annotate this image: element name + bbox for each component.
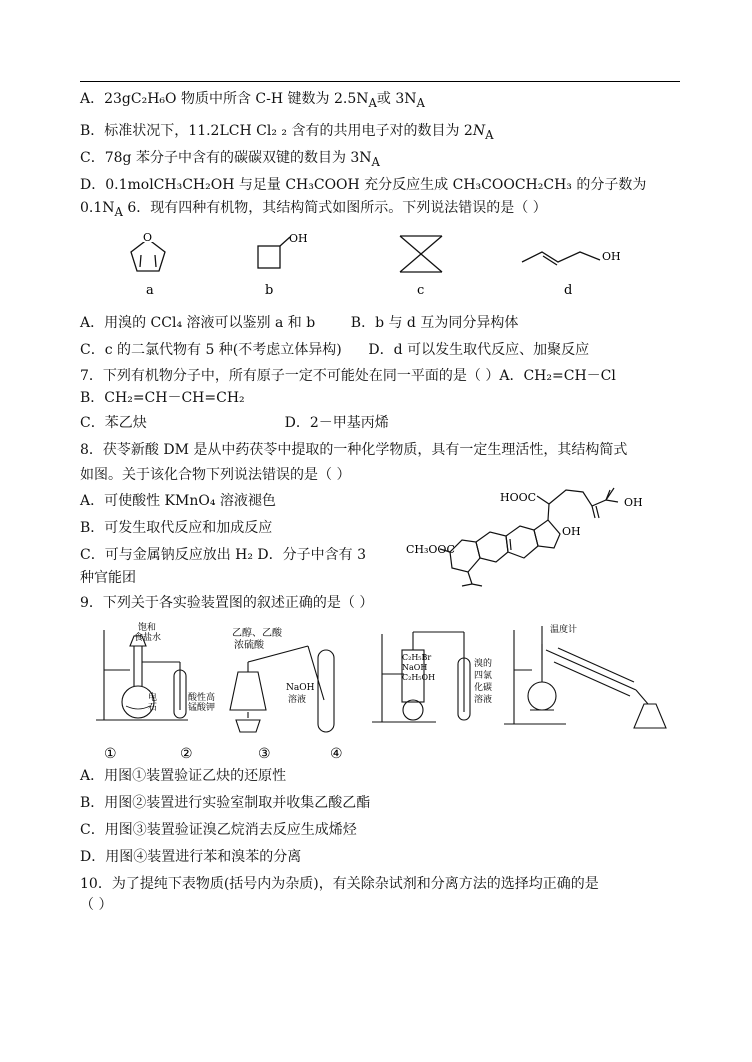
q10-stem-2: （ ） (80, 897, 113, 913)
apparatus-4 (504, 626, 666, 728)
oh-b: OH (289, 232, 308, 245)
q6-options-ab: A．用溴的 CCl₄ 溶液可以鉴别 a 和 b B．b 与 d 互为同分异构体 (80, 315, 519, 331)
q6-options-cd: C．c 的二氯代物有 5 种(不考虑立体异构) D．d 可以发生取代反应、加聚反应 (80, 342, 590, 358)
label-a: a (146, 283, 154, 298)
apparatus-2 (230, 646, 334, 732)
q5-option-b: B．标准状况下，11.2LCH Cl₂ ₂ 含有的共用电子对的数目为 $2N_A$ (80, 123, 494, 142)
a1-label-top: 饱和 (138, 623, 157, 633)
q8-options-cd-2: 种官能团 (80, 570, 136, 586)
q5-option-c: C．78g 苯分子中含有的碳碳双键的数目为 $3N_A$ (80, 150, 380, 169)
dm-oh-top: OH (624, 496, 643, 509)
q9-apparatus-figure (96, 620, 668, 766)
q6-structures-figure (110, 226, 650, 302)
a1-label-tube2: 锰酸钾 (188, 703, 216, 713)
q7-options-cd: C．苯乙炔 D．2－甲基丙烯 (80, 415, 389, 431)
q5-option-a: A．23gC₂H₆O 物质中所含 C-H 键数为 $2.5N_A$或 $3N_A$ (80, 91, 425, 110)
q8-stem-2: 如图。关于该化合物下列说法错误的是（ ） (80, 467, 351, 483)
label-c: c (417, 283, 425, 298)
q9-option-a: A．用图①装置验证乙炔的还原性 (80, 768, 287, 784)
q8-options-cd: C．可与金属钠反应放出 H₂ D．分子中含有 3 (80, 547, 367, 563)
oh-d: OH (602, 250, 621, 263)
q10-stem: 10．为了提纯下表物质(括号内为杂质)，有关除杂试剂和分离方法的选择均正确的是 (80, 876, 599, 892)
a1-label-stone2: 石 (148, 703, 158, 713)
a3-label-s1: 溴的 (474, 659, 493, 669)
a3-label-r3: C₂H₅OH (402, 673, 436, 682)
q8-option-b: B．可发生取代反应和加成反应 (80, 520, 273, 536)
a1-label-tube: 酸性高 (188, 693, 216, 703)
top-rule (80, 81, 680, 82)
a3-label-r2: NaOH (402, 663, 428, 672)
a3-label-s2: 四氯 (474, 671, 493, 681)
structure-d (522, 252, 600, 265)
dm-oh-ring: OH (562, 525, 581, 538)
apparatus-num-2: ② (180, 746, 193, 762)
a3-label-s4: 溶液 (474, 695, 493, 705)
a1-label-top2: 食盐水 (134, 633, 162, 643)
q8-option-a: A．可使酸性 KMnO₄ 溶液褪色 (80, 493, 276, 509)
a2-label-top2: 浓硫酸 (234, 640, 264, 651)
structure-c (400, 236, 442, 272)
a4-label-therm: 温度计 (550, 625, 578, 635)
label-b: b (265, 283, 274, 298)
q9-option-b: B．用图②装置进行实验室制取并收集乙酸乙酯 (80, 795, 371, 811)
q9-stem: 9．下列关于各实验装置图的叙述正确的是（ ） (80, 595, 374, 611)
dm-structure-figure (400, 478, 662, 588)
q5-option-d: D．0.1molCH₃CH₂OH 与足量 CH₃COOH 充分反应生成 CH₃COOCH₂CH₃ 的分子数为 (80, 177, 647, 193)
a2-label-top: 乙醇、乙酸 (232, 628, 282, 639)
q9-option-c: C．用图③装置验证溴乙烷消去反应生成烯烃 (80, 822, 357, 838)
label-d: d (564, 283, 573, 298)
dm-ester: CH₃OOC (406, 543, 455, 556)
a1-label-stone: 电 (148, 693, 158, 703)
apparatus-num-3: ③ (258, 746, 271, 762)
dm-hooc: HOOC (500, 491, 537, 504)
structure-b (258, 237, 290, 268)
q6-stem: $0.1N_A$ 6．现有四种有机物，其结构简式如图所示。下列说法错误的是（ ） (80, 200, 547, 219)
q7-stem: 7．下列有机物分子中，所有原子一定不可能处在同一平面的是（ ）A．CH₂=CH－Cl (80, 368, 616, 384)
q8-stem: 8．茯苓新酸 DM 是从中药茯苓中提取的一种化学物质，具有一定生理活性，其结构简式 (80, 442, 628, 458)
apparatus-1 (96, 630, 188, 720)
a3-label-r1: C₂H₅Br (402, 653, 432, 662)
a2-label-naoh2: 溶液 (288, 695, 307, 705)
q9-option-d: D．用图④装置进行苯和溴苯的分离 (80, 849, 302, 865)
apparatus-num-4: ④ (330, 746, 343, 762)
a3-label-s3: 化碳 (474, 683, 493, 693)
oxygen-atom: O (143, 231, 153, 244)
q7-option-b: B．CH₂=CH－CH=CH₂ (80, 390, 245, 406)
apparatus-num-1: ① (104, 746, 117, 762)
a2-label-naoh: NaOH (286, 683, 315, 693)
